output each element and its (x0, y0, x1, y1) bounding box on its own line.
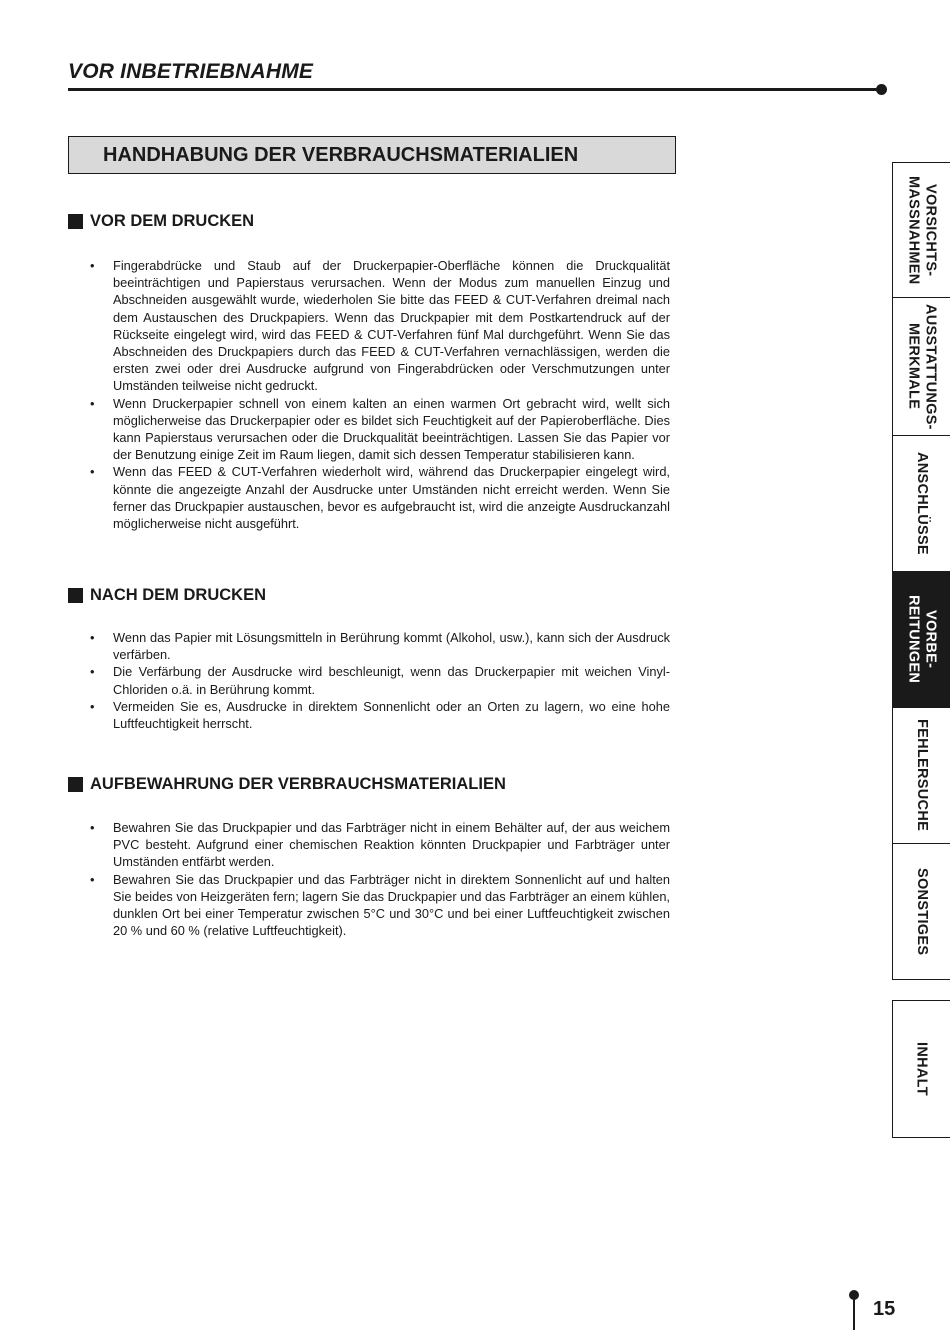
page-number: 15 (873, 1298, 896, 1320)
tab-connections[interactable] (892, 436, 950, 572)
tab-others[interactable] (892, 844, 950, 980)
list-item-text: Wenn das FEED & CUT-Verfahren wiederholt wird, während das Druckerpapier eingelegt wird, könnte die angezeigte Anzahl der Ausdrucke unter Umständen nicht erreicht werden. Wenn Sie ferner das Druckpapier austauschen, bevor es aufgebraucht ist, wird die anzeigte Ausdruckanzahl möglicherweise nicht ausgeführt. (113, 464, 670, 532)
bullet-dot-icon: • (90, 820, 95, 835)
tab-contents[interactable] (892, 1000, 950, 1138)
list-item (90, 257, 670, 395)
square-bullet-icon (68, 588, 83, 603)
list-item (90, 629, 670, 663)
list-item-text: Vermeiden Sie es, Ausdrucke in direktem Sonnenlicht oder an Orten zu lagern, wo eine hohe Luftfeuchtigkeit herrscht. (113, 698, 670, 732)
list-item-text: Die Verfärbung der Ausdrucke wird beschleunigt, wenn das Druckerpapier mit weichen Vinyl-Chloriden o.ä. in Berührung kommt. (113, 664, 670, 697)
bullet-dot-icon: • (90, 871, 95, 887)
subsection-heading-text: VOR DEM DRUCKEN (90, 212, 255, 230)
subsection-heading-text: AUFBEWAHRUNG DER VERBRAUCHSMATERIALIEN (90, 775, 506, 793)
chapter-rule (68, 88, 880, 91)
page-number-dot (849, 1290, 859, 1300)
bullet-list-after-printing (90, 629, 670, 732)
square-bullet-icon (68, 777, 83, 792)
bullet-dot-icon: • (90, 664, 95, 680)
tab-features[interactable] (892, 298, 950, 436)
subsection-heading-storage (68, 775, 506, 794)
subsection-heading-after-printing (68, 586, 266, 605)
list-item-text: Fingerabdrücke und Staub auf der Druckerpapier-Oberfläche können die Druckqualität beeinträchtigen und Papierstaus verursachen. Wenn der Modus zum manuellen Einzug und Abschneiden ausgewählt wurde, wiederholen Sie bitte das FEED & CUT-Verfahren dreimal nach dem Austauschen des Druckpapiers. Wenn das Druckpapier mit dem Postkartendruck auf der Rückseite eingelegt wird, wird das FEED & CUT-Verfahren fünf Mal durchgeführt. Wenn Sie das Abschneiden des Druckpapiers durch das FEED & CUT-Verfahren vernachlässigen, werden die ersten zwei oder drei Ausdrucke aufgrund von Fingerabdrücken oder Verschmutzungen unter Umständen teilweise nicht gedruckt. (113, 258, 670, 394)
list-item (90, 871, 670, 940)
subsection-heading-text: NACH DEM DRUCKEN (90, 586, 266, 604)
section-title: HANDHABUNG DER VERBRAUCHSMATERIALIEN (103, 144, 579, 166)
tab-label: VORSICHTS- MASSNAHMEN (905, 175, 939, 285)
bullet-list-before-printing (90, 257, 670, 532)
list-item-text: Bewahren Sie das Druckpapier und das Farbträger nicht in direktem Sonnenlicht auf und halten Sie beides von Heizgeräten fern; lagern Sie das Druckpapier und das Farbträger an einem kühlen, dunklen Ort bei einer Temperatur zwischen 5°C und 30°C und bei einer Luftfeuchtigkeit zwischen 20 % und 60 % (relative Luftfeuchtigkeit). (113, 871, 670, 939)
list-item-text: Wenn Druckerpapier schnell von einem kalten an einen warmen Ort gebracht wird, wellt sich möglicherweise das Druckerpapier oder es bildet sich Feuchtigkeit auf der Papieroberfläche. Dies kann Papierstaus verursachen oder die Druckqualität beeinträchtigen. Lassen Sie das Papier vor der Benutzung einige Zeit im Raum liegen, damit sich dessen Temperatur stabilisieren kann. (113, 395, 670, 463)
list-item-text: Wenn das Papier mit Lösungsmitteln in Berührung kommt (Alkohol, usw.), kann sich der Ausdruck verfärben. (113, 630, 670, 663)
bullet-dot-icon: • (90, 258, 95, 273)
list-item (90, 663, 670, 697)
list-item (90, 463, 670, 532)
tab-preparation[interactable] (892, 572, 950, 708)
chapter-title: VOR INBETRIEBNAHME (68, 60, 314, 83)
list-item (90, 395, 670, 464)
bullet-dot-icon: • (90, 698, 95, 714)
tab-troubleshooting[interactable] (892, 708, 950, 844)
section-title-box (68, 136, 676, 174)
tab-label: FEHLERSUCHE (914, 719, 930, 832)
bullet-dot-icon: • (90, 464, 95, 480)
list-item (90, 698, 670, 732)
bullet-dot-icon: • (90, 630, 95, 645)
tab-label: INHALT (913, 1042, 930, 1096)
tab-label: AUSSTATTUNGS- MERKMALE (905, 303, 939, 430)
tab-label: SONSTIGES (914, 867, 930, 956)
chapter-rule-dot (876, 84, 887, 95)
bullet-list-storage (90, 819, 670, 939)
list-item (90, 819, 670, 871)
tab-label: ANSCHLÜSSE (914, 452, 930, 555)
tab-label: VORBE- REITUNGEN (905, 595, 939, 684)
subsection-heading-before-printing (68, 212, 254, 231)
tab-precautions[interactable] (892, 162, 950, 298)
bullet-dot-icon: • (90, 395, 95, 411)
square-bullet-icon (68, 214, 83, 229)
list-item-text: Bewahren Sie das Druckpapier und das Farbträger nicht in einem Behälter auf, der aus weichem PVC besteht. Aufgrund einer chemischen Reaktion könnten Druckpapier und Farbträger unter Umständen entfärbt werden. (113, 820, 670, 870)
